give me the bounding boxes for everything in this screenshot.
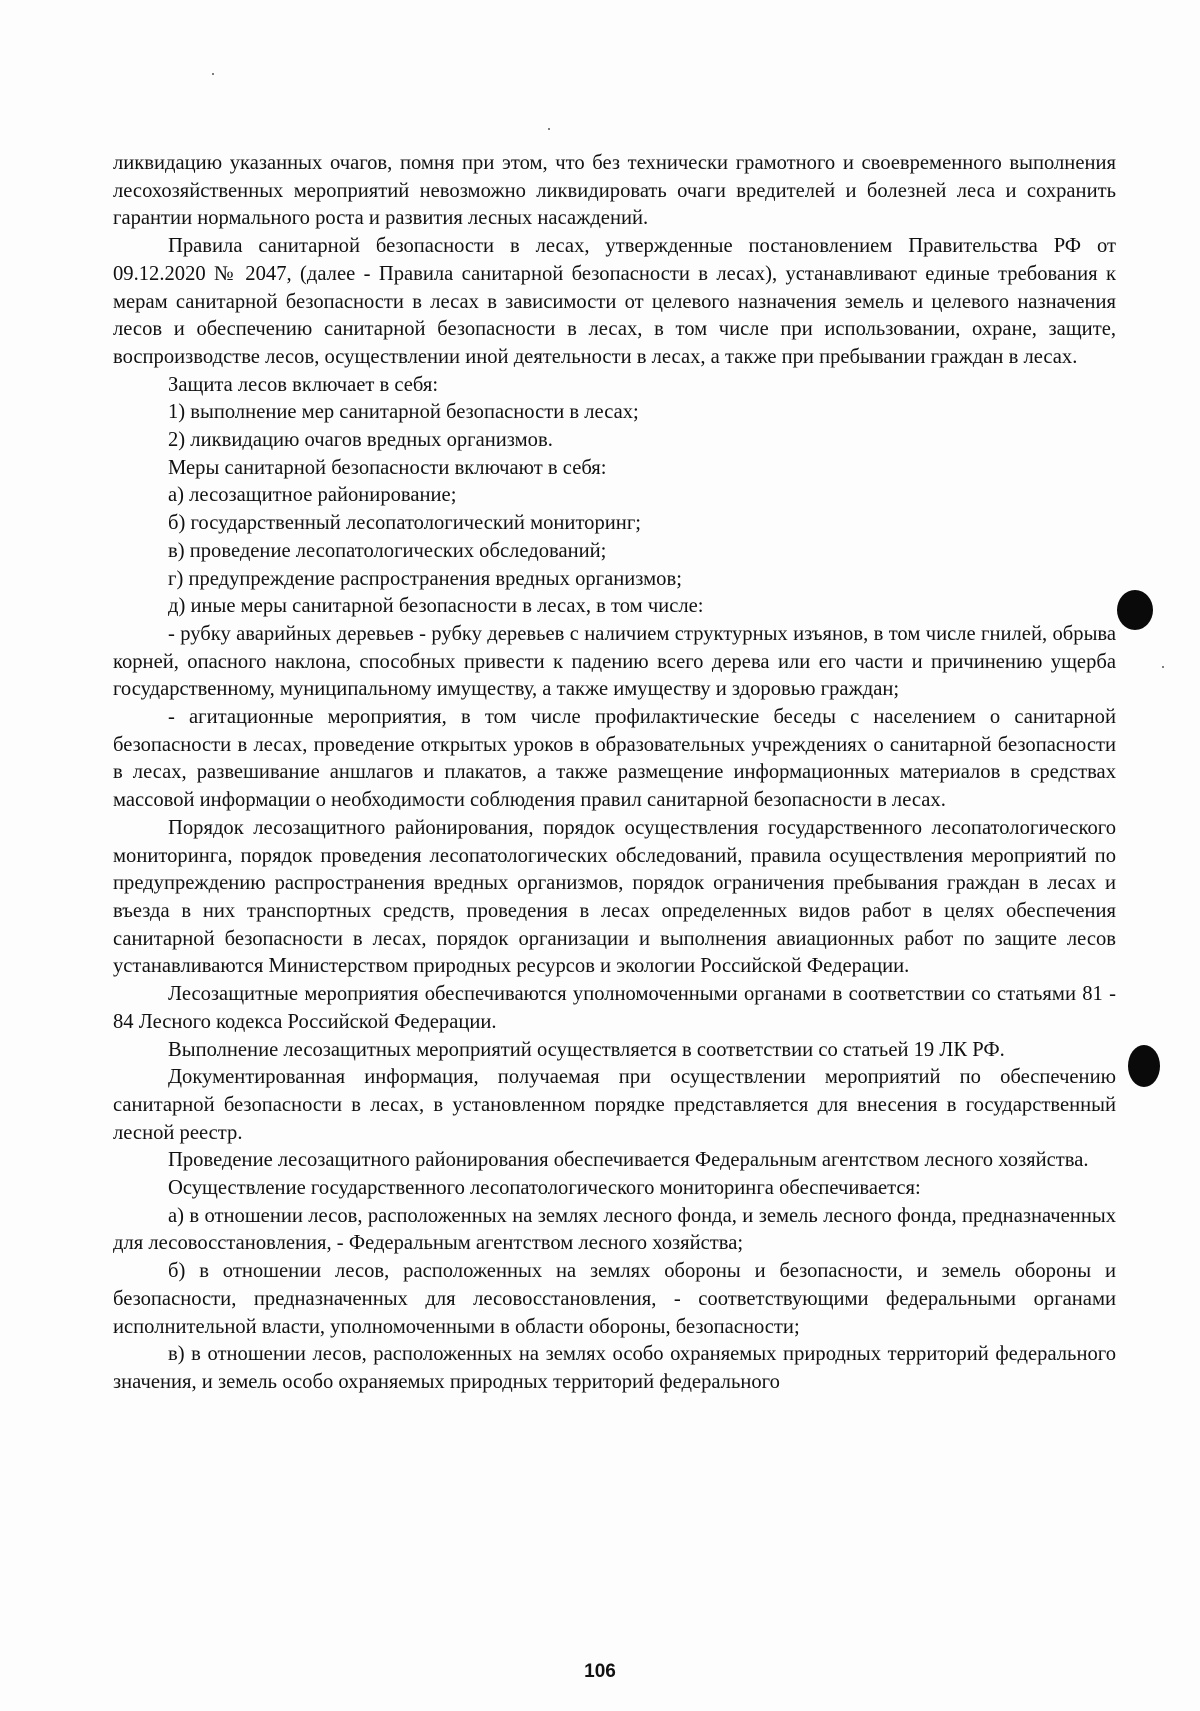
list-item-measure-v: в) проведение лесопатологических обследований; bbox=[168, 539, 607, 562]
paragraph-continuation: ликвидацию указанных очагов, помня при этом, что без технически грамотного и своевременного выполнения лесохозяйственных мероприятий невозможно ликвидировать очаги вредителей и болезней леса и сохранить гарантии нормального роста и развития лесных насаждений. bbox=[113, 152, 1116, 230]
list-item-protection-1: 1) выполнение мер санитарной безопасности в лесах; bbox=[168, 401, 639, 424]
list-item-monitoring-b: б) в отношении лесов, расположенных на землях обороны и безопасности, и земель обороны и безопасности, предназначенных для лесовосстановления, - соответствующими федеральными органами исполнительной власти, уполномоченными в области обороны, безопасности; bbox=[113, 1260, 1116, 1338]
scan-speck bbox=[548, 128, 550, 130]
paragraph-measures-intro: Меры санитарной безопасности включают в себя: bbox=[168, 456, 607, 479]
paragraph-authorities: Лесозащитные мероприятия обеспечиваются уполномоченными органами в соответствии со статьями 81 - 84 Лесного кодекса Российской Федерации. bbox=[113, 983, 1116, 1033]
scan-speck bbox=[1162, 666, 1164, 668]
bullet-emergency-trees: - рубку аварийных деревьев - рубку деревьев с наличием структурных изъянов, в том числе гнилей, обрыва корней, опасного наклона, способных привести к падению всего дерева или его части и причинению ущерба государственному, муниципальному имуществу, а также имуществу и здоровью граждан; bbox=[113, 622, 1116, 701]
list-item-protection-2: 2) ликвидацию очагов вредных организмов. bbox=[168, 429, 553, 452]
list-item-monitoring-v: в) в отношении лесов, расположенных на землях особо охраняемых природных территорий федерального значения, и земель особо охраняемых природных территорий федерального bbox=[113, 1343, 1116, 1393]
paragraph-monitoring-intro: Осуществление государственного лесопатологического мониторинга обеспечивается: bbox=[168, 1177, 921, 1200]
bullet-campaign-activities: - агитационные мероприятия, в том числе профилактические беседы с населением о санитарной безопасности в лесах, проведение открытых уроков в образовательных учреждениях о санитарной безопасности в лесах, развешивание аншлагов и плакатов, а также размещение информационных материалов в средствах массовой информации о необходимости соблюдения правил санитарной безопасности в лесах. bbox=[113, 706, 1116, 812]
punch-hole-mark bbox=[1117, 590, 1153, 630]
paragraph-documented-info: Документированная информация, получаемая при осуществлении мероприятий по обеспечению санитарной безопасности в лесах, в установленном порядке представляется для внесения в государственный лесной реестр. bbox=[113, 1066, 1116, 1144]
list-item-measure-b: б) государственный лесопатологический мониторинг; bbox=[168, 512, 641, 535]
paragraph-zoning: Проведение лесозащитного районирования обеспечивается Федеральным агентством лесного хозяйства. bbox=[168, 1149, 1089, 1172]
paragraph-article-19: Выполнение лесозащитных мероприятий осуществляется в соответствии со статьей 19 ЛК РФ. bbox=[168, 1038, 1005, 1061]
paragraph-procedures: Порядок лесозащитного районирования, порядок осуществления государственного лесопатологического мониторинга, порядок проведения лесопатологических обследований, правила осуществления мероприятий по предупреждению распространения вредных организмов, порядок ограничения пребывания граждан в лесах и въезда в них транспортных средств, проведения в лесах определенных видов работ в целях обеспечения санитарной безопасности в лесах, порядок организации и выполнения авиационных работ по защите лесов устанавливаются Министерством природных ресурсов и экологии Российской Федерации. bbox=[113, 816, 1116, 978]
list-item-measure-a: а) лесозащитное районирование; bbox=[168, 484, 457, 507]
list-item-measure-g: г) предупреждение распространения вредных организмов; bbox=[168, 567, 682, 590]
punch-hole-mark bbox=[1128, 1045, 1160, 1087]
paragraph-sanitary-rules: Правила санитарной безопасности в лесах, утвержденные постановлением Правительства РФ от 09.12.2020 № 2047, (далее - Правила санитарной безопасности в лесах), устанавливают единые требования к мерам санитарной безопасности в лесах в зависимости от целевого назначения земель и целевого назначения лесов и обеспечению санитарной безопасности в лесах, в том числе при использовании, охране, защите, воспроизводстве лесов, осуществлении иной деятельности в лесах, а также при пребывании граждан в лесах. bbox=[113, 235, 1116, 368]
paragraph-forest-protection-intro: Защита лесов включает в себя: bbox=[168, 373, 439, 396]
scan-speck bbox=[212, 73, 214, 75]
list-item-measure-d: д) иные меры санитарной безопасности в лесах, в том числе: bbox=[168, 595, 704, 618]
page-number: 106 bbox=[584, 1661, 616, 1682]
document-body bbox=[113, 150, 1116, 1397]
list-item-monitoring-a: а) в отношении лесов, расположенных на землях лесного фонда, и земель лесного фонда, предназначенных для лесовосстановления, - Федеральным агентством лесного хозяйства; bbox=[113, 1204, 1116, 1255]
